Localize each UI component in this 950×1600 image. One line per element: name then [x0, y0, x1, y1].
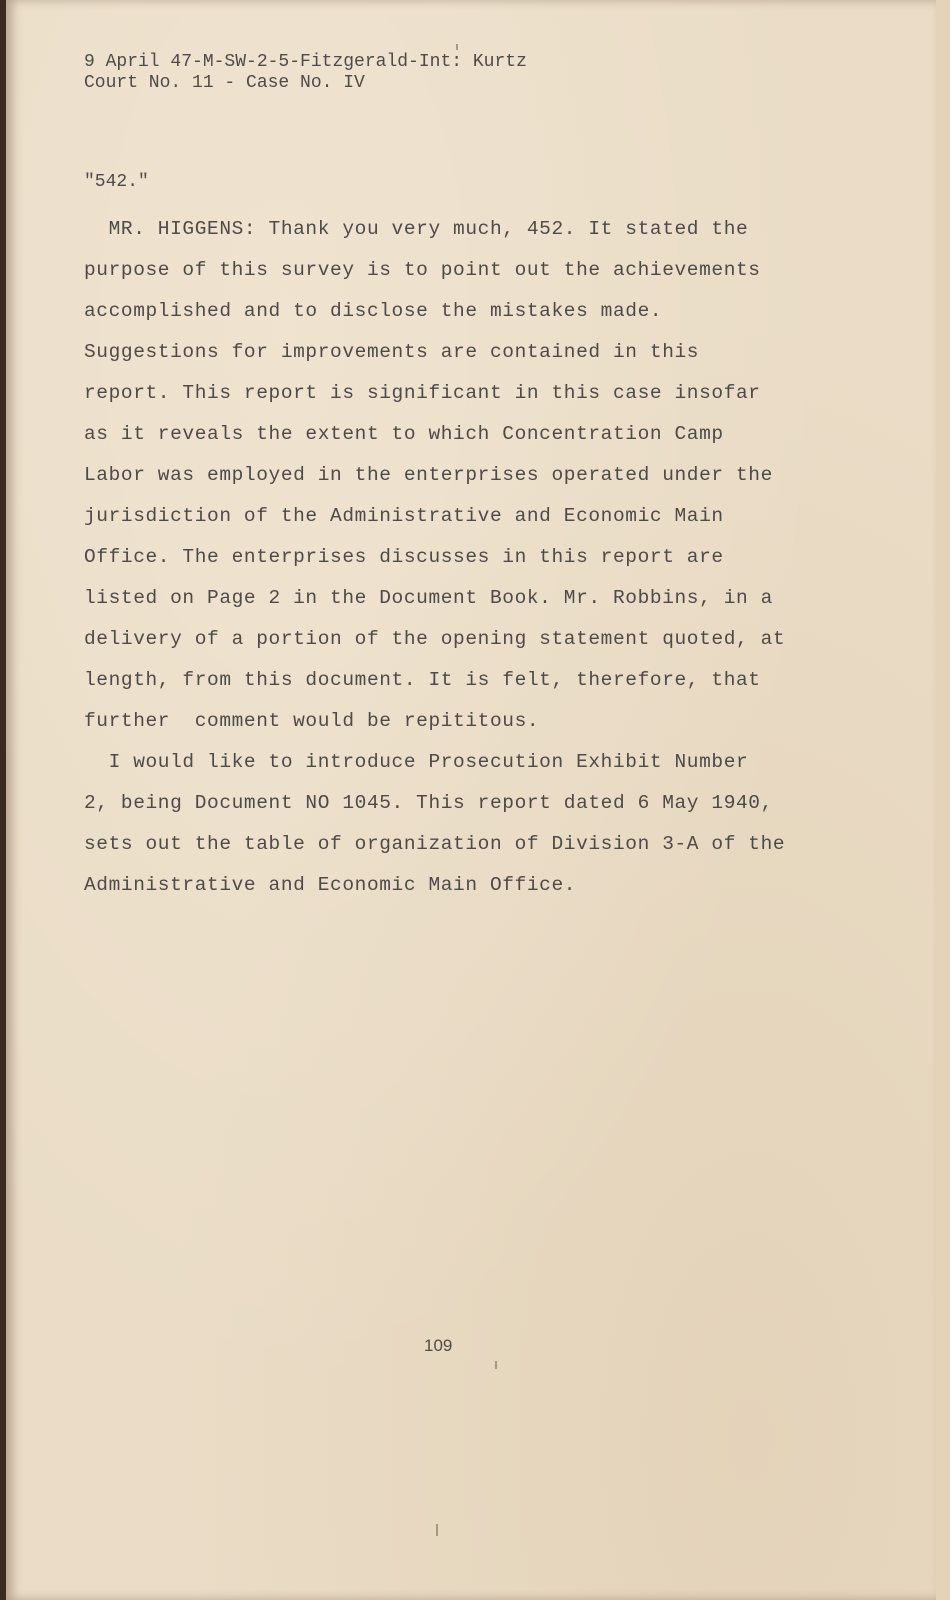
body-line: 2, being Document NO 1045. This report dated 6 May 1940,: [84, 792, 773, 814]
paper-speck: [495, 1361, 497, 1369]
paper-speck: [436, 1524, 438, 1536]
body-line: jurisdiction of the Administrative and Economic Main: [84, 505, 724, 527]
header-line-1: 9 April 47-M-SW-2-5-Fitzgerald-Int: Kurtz: [84, 52, 527, 72]
body-line: Labor was employed in the enterprises operated under the: [84, 464, 773, 486]
body-line: listed on Page 2 in the Document Book. Mr. Robbins, in a: [84, 587, 773, 609]
paper-speck: [456, 44, 458, 50]
body-line: length, from this document. It is felt, therefore, that: [84, 669, 761, 691]
header-line-2: Court No. 11 - Case No. IV: [84, 73, 365, 93]
body-line: sets out the table of organization of Division 3-A of the: [84, 833, 786, 855]
body-line: delivery of a portion of the opening statement quoted, at: [84, 628, 786, 650]
page-edge: [936, 0, 950, 1600]
body-line: accomplished and to disclose the mistakes made.: [84, 300, 663, 322]
body-line: I would like to introduce Prosecution Exhibit Number: [84, 751, 749, 773]
body-line: Suggestions for improvements are contained in this: [84, 341, 700, 363]
body-line: as it reveals the extent to which Concentration Camp: [84, 423, 724, 445]
body-line: report. This report is significant in this case insofar: [84, 382, 761, 404]
exhibit-label: "542.": [84, 172, 149, 192]
body-line: MR. HIGGENS: Thank you very much, 452. It stated the: [84, 218, 749, 240]
document-header: [84, 52, 527, 94]
body-line: further comment would be repititous.: [84, 710, 540, 732]
body-line: Administrative and Economic Main Office.: [84, 874, 577, 896]
body-line: Office. The enterprises discusses in this report are: [84, 546, 724, 568]
body-line: purpose of this survey is to point out the achievements: [84, 259, 761, 281]
page-number: 109: [424, 1336, 453, 1355]
